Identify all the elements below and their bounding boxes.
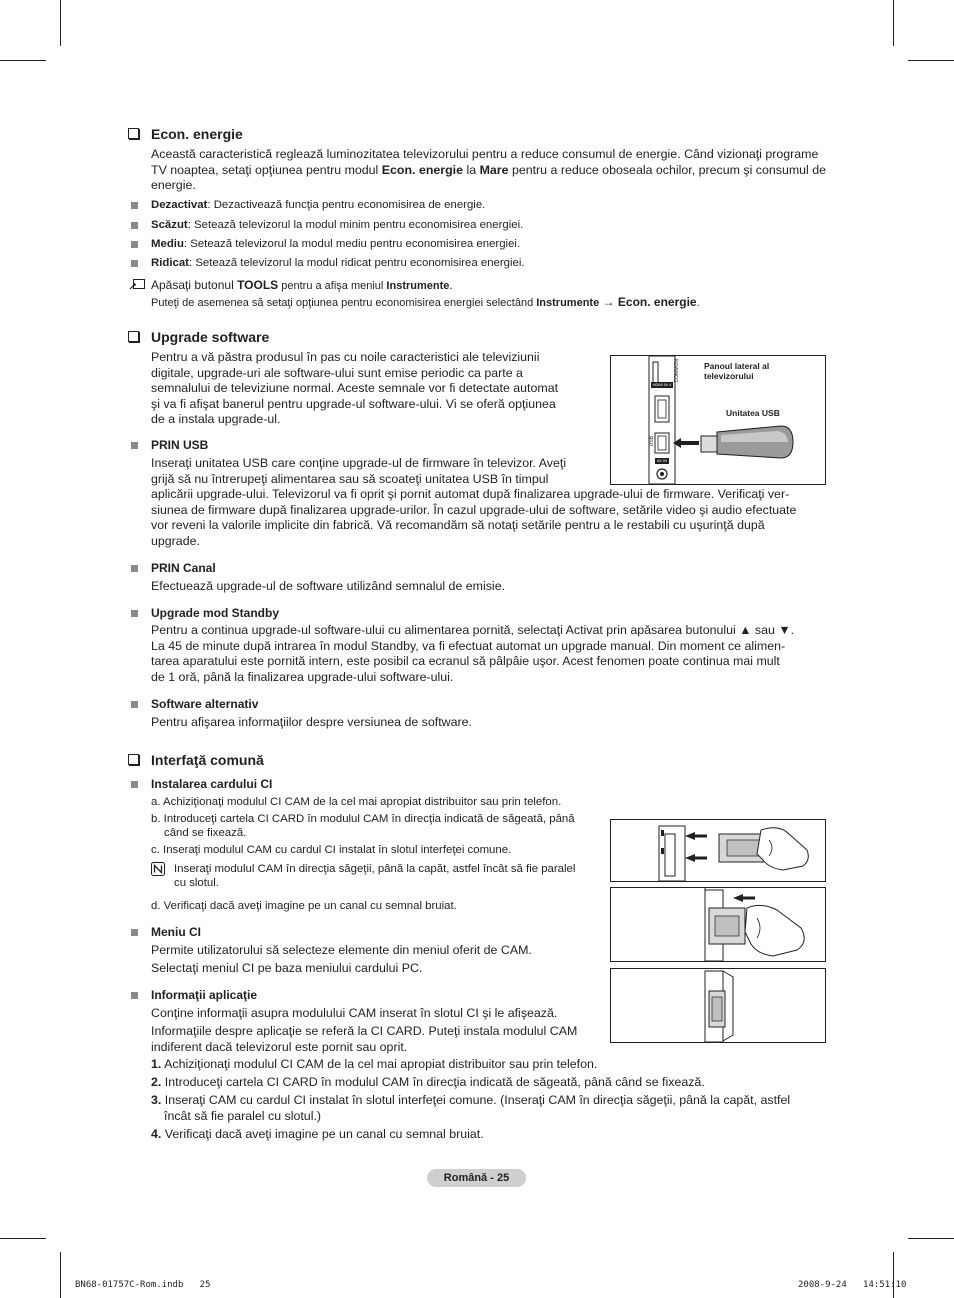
ci-install-a: a. Achiziţionaţi modulul CI CAM de la cel mai apropiat distribuitor sau prin telefon. bbox=[151, 796, 562, 808]
standby-label: Upgrade mod Standby bbox=[151, 606, 280, 620]
ci-note: Inseraţi modulul CAM în direcţia săgeţii, până la capăt, astfel încât să fie paralel cu slotul. bbox=[174, 863, 576, 889]
tools-note-line2: Puteţi de asemenea să setaţi opţiunea pentru economisirea energiei selectând Instrumente → Econ. energie. bbox=[151, 295, 700, 309]
econ-intro: Această caracteristică reglează luminozitatea televizorului pentru a reduce consumul de energie. Când vizionaţi programe TV noaptea, setaţi opţiunea pentru modul Econ. energie la Mare pentru a reduce oboseala ochilor, precum şi consumul de energie. bbox=[151, 147, 827, 193]
print-slug-right: 2008-9-24 14:51:10 bbox=[798, 1280, 907, 1290]
usb-figure-hdmi-label: HDMI IN 4 bbox=[652, 382, 672, 387]
section-title-econ: Econ. energie bbox=[151, 126, 243, 142]
crop-mark bbox=[60, 1252, 61, 1298]
ci-figure-2-drawing bbox=[611, 888, 825, 961]
section-checkbox-icon bbox=[128, 331, 139, 342]
ci-figure-1 bbox=[610, 819, 826, 882]
ci-install-d: d. Verificaţi dacă aveţi imagine pe un canal cu semnal bruiat. bbox=[151, 900, 457, 912]
ci-figure-2 bbox=[610, 887, 826, 962]
upgrade-intro: Pentru a vă păstra produsul în pas cu noile caracteristici ale televiziunii digitale, upgrade-uri ale software-ului sunt emise periodic ca parte a semnalului de televiziune normal. Aceste semnale vor fi detectate automat şi va fi afişat banerul pentru upgrade-ul software-ului. Vi se oferă opţiunea de a instala upgrade-ul. bbox=[151, 350, 559, 427]
bullet-icon bbox=[131, 442, 138, 449]
print-slug-left: BN68-01757C-Rom.indb 25 bbox=[75, 1280, 211, 1290]
crop-mark bbox=[908, 60, 954, 61]
ci-step-3-cont: încât să fie paralel cu slotul.) bbox=[164, 1108, 322, 1123]
alt-label: Software alternativ bbox=[151, 697, 259, 711]
ci-step-3: 3. Inseraţi CAM cu cardul CI instalat în slotul interfeţei comune. (Inseraţi CAM în direcţia săgeţii, până la capăt, astfel bbox=[151, 1093, 791, 1107]
bullet-icon bbox=[131, 610, 138, 617]
crop-mark bbox=[0, 1238, 46, 1239]
standby-text: Pentru a continua upgrade-ul software-ului cu alimentarea pornită, selectaţi Activat prin apăsarea butonului ▲ sau ▼. La 45 de minute după intrarea în modul Standby, va fi efectuat automat un upgrade manual. Din moment ce alimen- tarea aparatului este pornită intern, este posibil ca ecranul să pâlpâie uşor. Acest fenomen poate continua mai mult de 1 oră, până la finalizarea upgrade-ului software-ului. bbox=[151, 623, 795, 684]
page-number-badge: Română - 25 bbox=[427, 1169, 526, 1187]
ci-step-2: 2. Introduceţi cartela CI CARD în modulul CAM în direcţia indicată de săgeată, până când se fixează. bbox=[151, 1075, 705, 1089]
ci-step-4: 4. Verificaţi dacă aveţi imagine pe un canal cu semnal bruiat. bbox=[151, 1126, 484, 1141]
econ-item-scazut: Scăzut: Setează televizorul la modul minim pentru economisirea energiei. bbox=[151, 219, 524, 231]
usb-figure-panel-label: Panoul lateral al televizorului bbox=[704, 361, 770, 381]
canal-label: PRIN Canal bbox=[151, 561, 216, 575]
ci-menu-label: Meniu CI bbox=[151, 925, 201, 939]
usb-figure-drive-label: Unitatea USB bbox=[726, 408, 780, 418]
ci-figure-3-drawing bbox=[611, 969, 825, 1042]
bullet-icon bbox=[131, 929, 138, 936]
ci-menu-text-1: Permite utilizatorului să selecteze elemente din meniul oferit de CAM. bbox=[151, 943, 532, 957]
usb-label: PRIN USB bbox=[151, 438, 209, 452]
section-title-ci: Interfaţă comună bbox=[151, 752, 264, 768]
ci-install-b: b. Introduceţi cartela CI CARD în modulul CAM în direcţia indicată de săgeată, până când se fixează. bbox=[151, 813, 575, 839]
crop-mark bbox=[0, 60, 46, 61]
ci-step-1: 1. Achiziţionaţi modulul CI CAM de la cel mai apropiat distribuitor sau prin telefon. bbox=[151, 1057, 598, 1071]
section-checkbox-icon bbox=[128, 128, 139, 139]
usb-figure-av-label: AV IN bbox=[656, 458, 668, 463]
crop-mark bbox=[893, 1252, 894, 1298]
ci-figure-1-drawing bbox=[611, 820, 825, 881]
alt-text: Pentru afişarea informaţiilor despre versiunea de software. bbox=[151, 715, 472, 729]
ci-steps bbox=[151, 1057, 831, 1142]
tools-remote-icon bbox=[129, 278, 146, 291]
ci-info-text-1: Conţine informaţii asupra modulului CAM inserat în slotul CI şi le afişează. bbox=[151, 1006, 558, 1020]
note-icon bbox=[151, 862, 165, 876]
bullet-icon bbox=[131, 701, 138, 708]
usb-figure-common-label: COMMON bbox=[674, 359, 680, 383]
crop-mark bbox=[60, 0, 61, 46]
econ-item-ridicat: Ridicat: Setează televizorul la modul ridicat pentru economisirea energiei. bbox=[151, 257, 525, 269]
section-checkbox-icon bbox=[128, 754, 139, 765]
bullet-icon bbox=[131, 260, 138, 267]
bullet-icon bbox=[131, 241, 138, 248]
canal-text: Efectuează upgrade-ul de software utilizând semnalul de emisie. bbox=[151, 579, 506, 593]
crop-mark bbox=[908, 1238, 954, 1239]
bullet-icon bbox=[131, 781, 138, 788]
section-title-upgrade: Upgrade software bbox=[151, 329, 270, 345]
econ-item-mediu: Mediu: Setează televizorul la modul mediu pentru economisirea energiei. bbox=[151, 238, 521, 250]
bullet-icon bbox=[131, 202, 138, 209]
crop-mark bbox=[893, 0, 894, 46]
ci-install-c: c. Inseraţi modulul CAM cu cardul CI instalat în slotul interfeţei comune. bbox=[151, 844, 512, 856]
tools-note-line1: Apăsaţi butonul TOOLS pentru a afişa meniul Instrumente. bbox=[151, 278, 453, 292]
econ-item-dezactivat: Dezactivat: Dezactivează funcţia pentru economisirea de energie. bbox=[151, 199, 486, 211]
bullet-icon bbox=[131, 992, 138, 999]
ci-info-text-2: Informaţiile despre aplicaţie se referă la CI CARD. Puteţi instala modulul CAM indiferent dacă televizorul este pornit sau oprit. bbox=[151, 1024, 578, 1054]
usb-figure-usb-port-label: USB bbox=[649, 436, 655, 447]
usb-text: Inseraţi unitatea USB care conţine upgrade-ul de firmware în televizor. Aveţi grijă să nu întrerupeţi alimentarea sau să scoateţi unitatea USB în timpul aplicării upgrade-ului. Televizorul va fi oprit şi pornit automat după finalizarea upgrade-ului de firmware. Verificaţi ver- siunea de firmware după finalizarea upgrade-urilor. În cazul upgrade-ului de software, setările video şi audio efectuate vor reveni la valorile implicite din fabrică. Vă recomandăm să notaţi setările pentru a le restabili cu uşurinţă după upgrade. bbox=[151, 456, 797, 548]
ci-info-label: Informaţii aplicaţie bbox=[151, 988, 258, 1002]
ci-install-label: Instalarea cardului CI bbox=[151, 777, 273, 791]
ci-menu-text-2: Selectaţi meniul CI pe baza meniului cardului PC. bbox=[151, 961, 423, 975]
ci-figure-3 bbox=[610, 968, 826, 1043]
bullet-icon bbox=[131, 222, 138, 229]
bullet-icon bbox=[131, 565, 138, 572]
